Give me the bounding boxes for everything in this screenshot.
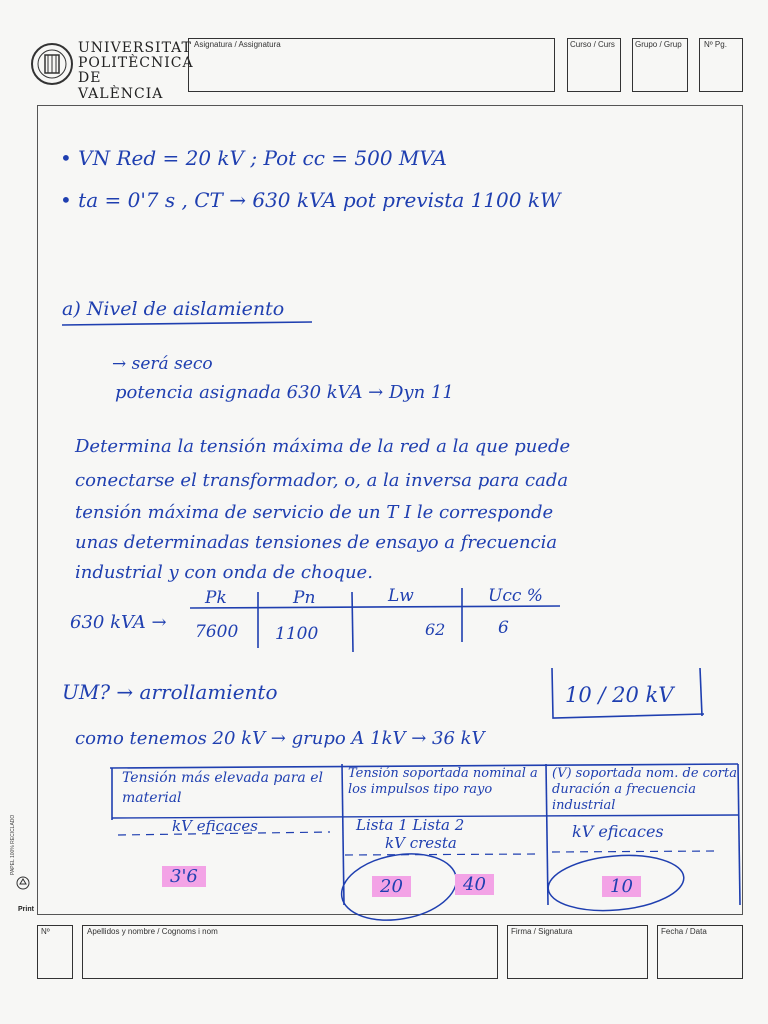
logo-text-line2: POLITÈCNICA (78, 55, 194, 71)
iso-col2-value2: 40 (455, 874, 494, 895)
date-field[interactable] (657, 925, 743, 979)
note-como: como tenemos 20 kV → grupo A 1kV → 36 kV (75, 728, 485, 749)
signature-field[interactable] (507, 925, 648, 979)
paragraph-line-3: tensión máxima de servicio de un T I le corresponde (75, 502, 554, 523)
small-table-header-pk: Pk (205, 588, 227, 608)
iso-col2-value1: 20 (372, 876, 411, 897)
curso-label: Curso / Curs (570, 40, 615, 49)
iso-col3-value: 10 (602, 876, 641, 897)
paragraph-line-2: conectarse el transformador, o, a la inversa para cada (75, 470, 569, 491)
page-number-label: Nº Pg. (704, 40, 727, 49)
student-number-field[interactable] (37, 925, 73, 979)
paragraph-line-4: unas determinadas tensiones de ensayo a frecuencia (75, 532, 558, 553)
logo-text-line3: DE VALÈNCIA (78, 70, 164, 102)
asignatura-label: Asignatura / Assignatura (194, 40, 281, 49)
iso-col1-title: Tensión más elevada para el material (122, 770, 323, 806)
iso-col3-title: (V) soportada nom. de corta duración a frecuencia industrial (552, 766, 737, 813)
um-boxed-value: 10 / 20 kV (565, 683, 674, 707)
note-potencia: potencia asignada 630 kVA → Dyn 11 (115, 382, 454, 403)
paragraph-line-1: Determina la tensión máxima de la red a la que puede (75, 436, 571, 457)
section-a-heading: a) Nivel de aislamiento (62, 298, 285, 320)
student-name-field[interactable] (82, 925, 498, 979)
small-table-header-pn: Pn (293, 588, 316, 608)
small-table-value-pn: 1100 (275, 624, 319, 644)
small-table-header-lw: Lw (388, 586, 414, 606)
recycle-icon (16, 876, 30, 890)
paragraph-line-5: industrial y con onda de choque. (75, 562, 373, 583)
iso-col1-unit: kV eficaces (172, 817, 258, 835)
student-name-label: Apellidos y nombre / Cognoms i nom (87, 927, 218, 936)
student-number-label: Nº (41, 927, 50, 936)
small-table-header-ucc: Ucc % (488, 586, 543, 606)
print-label: Print (18, 906, 34, 913)
small-table-value-ucc: 6 (498, 618, 509, 638)
grupo-label: Grupo / Grup (635, 40, 682, 49)
small-table-value-lw: 62 (425, 620, 446, 639)
iso-col3-unit: kV eficaces (572, 822, 664, 841)
date-label: Fecha / Data (661, 927, 707, 936)
note-seco: → será seco (112, 354, 213, 374)
iso-col2-lists: Lista 1 Lista 2 (356, 816, 465, 834)
iso-col1-value: 3'6 (162, 866, 206, 887)
iso-col2-title: Tensión soportada nominal a los impulsos tipo rayo (348, 766, 538, 797)
note-um: UM? → arrollamiento (62, 680, 278, 704)
logo-text-line1: UNIVERSITAT (78, 40, 192, 56)
small-table-row-label: 630 kVA → (70, 612, 167, 633)
small-table-value-pk: 7600 (195, 622, 239, 642)
signature-label: Firma / Signatura (511, 927, 573, 936)
note-line-2: • ta = 0'7 s , CT → 630 kVA pot prevista 1100 kW (60, 188, 561, 212)
iso-col2-unit: kV cresta (385, 834, 457, 852)
recycled-paper-note: PAPEL 100% RECICLADO (10, 814, 16, 875)
note-line-1: • VN Red = 20 kV ; Pot cc = 500 MVA (60, 146, 447, 170)
